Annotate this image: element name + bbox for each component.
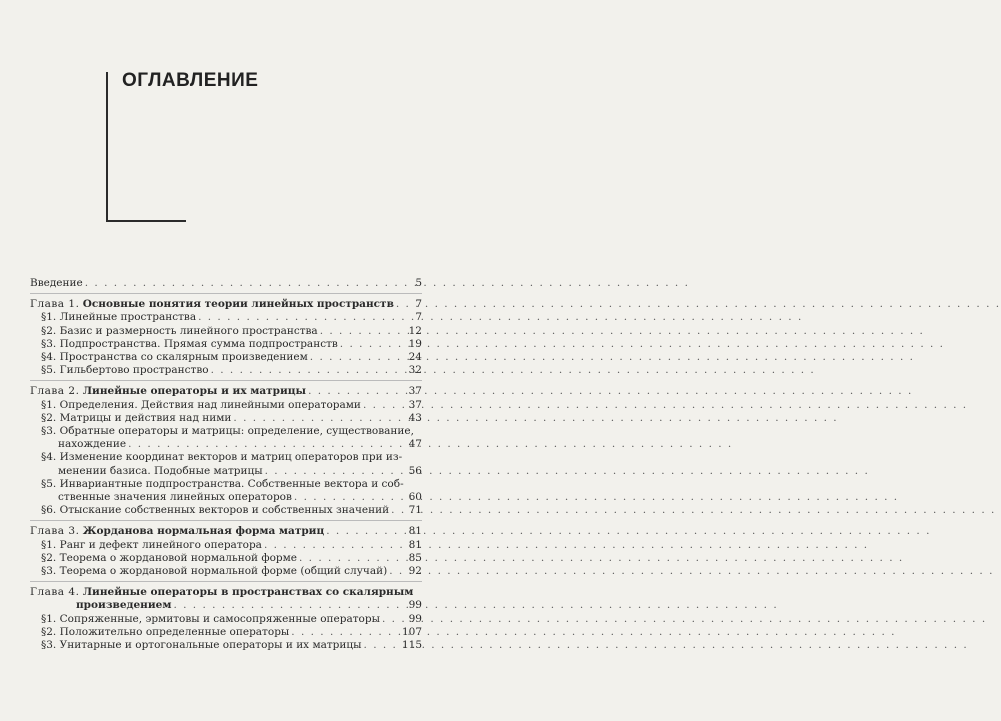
section-title: Теорема о жордановой нормальной форме <box>59 551 297 564</box>
entry-page: 24 <box>408 351 422 364</box>
dot-leader <box>265 465 406 478</box>
section-title: Гильбертово пространство <box>59 364 209 377</box>
dot-leader <box>128 438 406 451</box>
divider <box>30 293 422 294</box>
section-number: §4. <box>41 351 57 364</box>
toc-chapter-2[interactable] <box>30 385 422 398</box>
dot-leader <box>391 504 406 517</box>
section-number: §3. <box>41 337 57 350</box>
toc-section[interactable] <box>30 399 422 412</box>
section-title: Пространства со скалярным произведением <box>59 351 308 364</box>
chapter-label: Глава 4. <box>30 586 80 599</box>
entry-page: 81 <box>408 525 422 538</box>
chapter-label: Глава 2. <box>30 385 80 398</box>
section-number: §3. <box>41 425 57 438</box>
dot-leader <box>363 399 406 412</box>
toc-section[interactable] <box>30 325 422 338</box>
toc-section[interactable] <box>30 613 422 626</box>
section-title: Унитарные и ортогональные операторы и их матрицы <box>59 639 362 652</box>
dot-leader <box>389 565 406 578</box>
section-title-cont: нахождение <box>58 438 127 451</box>
dot-leader <box>173 599 406 612</box>
section-title: Положительно определенные операторы <box>59 625 290 638</box>
dot-leader <box>364 639 400 652</box>
section-title-line: Инвариантные подпространства. Собственные вектора и соб- <box>59 477 404 490</box>
entry-page: 56 <box>408 464 422 477</box>
section-number: §2. <box>41 551 57 564</box>
toc-section-line <box>30 425 422 438</box>
entry-page: 115 <box>401 639 422 652</box>
entry-page: 5 <box>415 277 422 289</box>
section-number: §6. <box>41 504 57 517</box>
entry-page: 99 <box>408 599 422 612</box>
section-number: §5. <box>41 364 57 377</box>
dot-leader <box>320 325 406 338</box>
section-title-cont: менении базиса. Подобные матрицы <box>58 464 263 477</box>
dot-leader <box>211 364 406 377</box>
dot-leader <box>294 491 406 504</box>
entry-page: 37 <box>408 385 422 398</box>
toc-section[interactable] <box>30 412 422 425</box>
decorative-bracket-vertical <box>106 72 108 222</box>
section-title: Линейные пространства <box>59 311 197 324</box>
toc-section[interactable] <box>30 565 422 578</box>
dot-leader <box>299 552 406 565</box>
section-number: §1. <box>41 398 57 411</box>
toc-section[interactable] <box>30 539 422 552</box>
entry-page: 37 <box>408 398 422 411</box>
section-title: Сопряженные, эрмитовы и самосопряженные операторы <box>59 612 380 625</box>
section-number: §2. <box>41 411 57 424</box>
toc-section[interactable] <box>30 504 422 517</box>
toc-section-line <box>30 478 422 491</box>
toc-section[interactable] <box>30 338 422 351</box>
dot-leader <box>198 311 406 324</box>
section-title: Базис и размерность линейного пространства <box>59 324 318 337</box>
toc-chapter-3[interactable] <box>30 525 422 538</box>
entry-page: 7 <box>415 298 422 311</box>
section-number: §5. <box>41 477 57 490</box>
chapter-label: Глава 3. <box>30 525 80 538</box>
section-number: §1. <box>41 311 57 324</box>
section-title-line: Обратные операторы и матрицы: определение, существование, <box>59 425 414 438</box>
section-number: §3. <box>41 639 57 652</box>
chapter-title: Линейные операторы и их матрицы <box>82 385 307 398</box>
dot-leader <box>396 298 406 311</box>
toc-section[interactable] <box>30 491 422 504</box>
entry-page: 47 <box>408 438 422 451</box>
section-number: §2. <box>41 625 57 638</box>
divider <box>30 581 422 582</box>
entry-page: 43 <box>408 411 422 424</box>
entry-page: 107 <box>401 625 422 638</box>
toc-section[interactable] <box>30 311 422 324</box>
chapter-title: Основные понятия теории линейных пространств <box>82 298 394 311</box>
toc-chapter-4-line <box>30 586 422 599</box>
page-title: ОГЛАВЛЕНИЕ <box>122 70 259 91</box>
section-title: Теорема о жордановой нормальной форме (общий случай) <box>59 565 388 578</box>
entry-title: Введение <box>30 277 83 289</box>
section-title-cont: ственные значения линейных операторов <box>58 491 292 504</box>
divider <box>30 380 422 381</box>
entry-page: 32 <box>408 364 422 377</box>
section-title: Ранг и дефект линейного оператора <box>59 538 262 551</box>
book-page <box>0 0 450 721</box>
entry-page: 60 <box>408 491 422 504</box>
decorative-bracket-horizontal <box>106 220 186 222</box>
chapter-label: Глава 1. <box>30 298 80 311</box>
section-number: §3. <box>41 565 57 578</box>
toc-chapter-4[interactable] <box>30 599 422 612</box>
dot-leader <box>233 412 406 425</box>
toc-section[interactable] <box>30 351 422 364</box>
toc-chapter-1[interactable] <box>30 298 422 311</box>
dot-leader <box>264 539 406 552</box>
dot-leader <box>310 351 406 364</box>
entry-page: 7 <box>415 311 422 324</box>
toc-section[interactable] <box>30 465 422 478</box>
section-title: Матрицы и действия над ними <box>59 411 232 424</box>
toc-section-line <box>30 451 422 464</box>
section-number: §1. <box>41 538 57 551</box>
toc-section[interactable] <box>30 626 422 639</box>
dot-leader <box>340 338 406 351</box>
section-title-line: Изменение координат векторов и матриц операторов при из- <box>59 451 403 464</box>
chapter-title-cont: произведением <box>76 599 172 612</box>
entry-page: 99 <box>408 612 422 625</box>
entry-page: 85 <box>408 551 422 564</box>
entry-page: 71 <box>408 504 422 517</box>
dot-leader <box>85 277 406 290</box>
entry-page: 19 <box>408 337 422 350</box>
section-number: §4. <box>41 451 57 464</box>
dot-leader <box>382 613 406 626</box>
toc-section[interactable] <box>30 364 422 377</box>
toc-section[interactable] <box>30 552 422 565</box>
divider <box>30 520 422 521</box>
toc-section[interactable] <box>30 639 422 652</box>
toc-section[interactable] <box>30 438 422 451</box>
dot-leader <box>326 525 406 538</box>
entry-page: 92 <box>408 565 422 578</box>
table-of-contents <box>30 277 422 652</box>
section-title: Отыскание собственных векторов и собственных значений <box>59 504 390 517</box>
entry-page: 12 <box>408 324 422 337</box>
dot-leader <box>308 385 406 398</box>
section-number: §1. <box>41 612 57 625</box>
dot-leader <box>291 626 400 639</box>
section-number: §2. <box>41 324 57 337</box>
section-title: Определения. Действия над линейными операторами <box>59 398 361 411</box>
chapter-title: Жорданова нормальная форма матриц <box>82 525 325 538</box>
section-title: Подпространства. Прямая сумма подпространств <box>59 337 338 350</box>
chapter-title-line: Линейные операторы в пространствах со скалярным <box>82 586 414 599</box>
entry-page: 81 <box>408 538 422 551</box>
toc-entry-intro[interactable] <box>30 277 422 290</box>
